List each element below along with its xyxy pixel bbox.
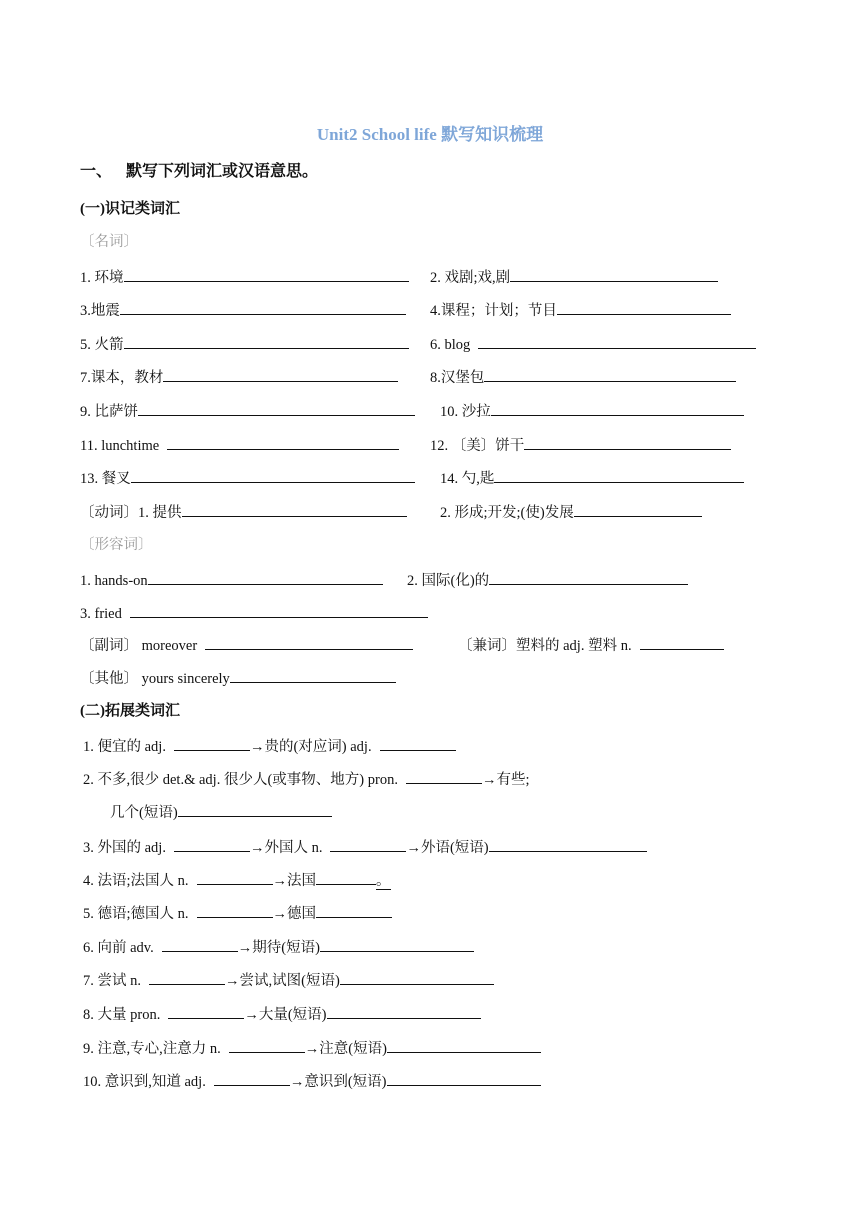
answer-blank[interactable] [316,902,392,918]
vocab-item-6 [430,333,756,355]
answer-blank[interactable] [387,1037,541,1053]
answer-blank[interactable] [148,569,383,585]
item-prompt: 7. 尝试 n. [83,973,141,989]
answer-blank[interactable] [316,869,376,885]
item-prompt: →期待(短语) [237,940,320,956]
subsection-heading-2: (二)拓展类词汇 [80,703,180,719]
answer-blank[interactable] [168,1003,244,1019]
item-prompt: 11. lunchtime [80,438,160,454]
answer-blank[interactable] [163,366,398,382]
item-prompt: 1. hands-on [80,573,148,589]
item-prompt: 2. 国际(化)的 [407,573,490,589]
answer-blank[interactable] [229,1037,305,1053]
answer-blank[interactable] [120,299,406,315]
answer-blank[interactable] [406,768,482,784]
item-prompt: 5. 火箭 [80,337,124,353]
section-number: 一、 [80,163,113,180]
item-prompt: 4. 法语;法国人 n. [83,873,189,889]
answer-blank[interactable] [640,634,724,650]
adj-item-3 [80,602,428,624]
adj-item-1 [80,569,383,591]
vocab-item-8 [430,366,736,388]
answer-blank[interactable] [327,1003,481,1019]
verb-item-2 [440,501,702,523]
vocab-item-9 [80,400,415,422]
extend-item-2 [83,768,529,790]
item-prompt: 1. 便宜的 adj. [83,739,166,755]
item-prompt: 3. fried [80,606,122,622]
item-prompt: 3.地震 [80,303,120,319]
item-prompt: 〔副词〕 moreover [80,638,198,654]
item-prompt: 9. 注意,专心,注意力 n. [83,1041,221,1057]
item-prompt: 8.汉堡包 [430,370,485,386]
item-prompt: →德国 [272,906,317,922]
item-prompt: →外语(短语) [406,840,489,856]
item-prompt: 10. 沙拉 [440,404,491,420]
answer-blank[interactable] [174,735,250,751]
item-prompt: →大量(短语) [244,1007,327,1023]
item-prompt: 〔兼词〕塑料的 adj. 塑料 n. [458,638,632,654]
item-prompt: 14. 勺,匙 [440,471,495,487]
item-prompt: 〔动词〕1. 提供 [80,505,182,521]
item-prompt: →外国人 n. [249,840,323,856]
item-prompt: 4.课程；计划；节目 [430,303,557,319]
adverb-item [80,634,413,656]
item-prompt: 5. 德语;德国人 n. [83,906,189,922]
answer-blank[interactable] [149,969,225,985]
item-prompt: 2. 不多,很少 det.& adj. 很少人(或事物、地方) pron. [83,772,398,788]
answer-blank[interactable] [138,400,415,416]
answer-blank[interactable] [330,836,406,852]
category-label-noun: 〔名词〕 [80,234,138,250]
extend-item-9 [83,1037,541,1059]
answer-blank[interactable] [484,366,736,382]
item-prompt: →贵的(对应词) adj. [249,739,372,755]
answer-blank[interactable] [387,1070,541,1086]
answer-blank[interactable] [510,266,718,282]
answer-blank[interactable] [320,936,474,952]
vocab-item-10 [440,400,744,422]
answer-blank[interactable] [557,299,731,315]
vocab-item-5 [80,333,409,355]
extend-item-5 [83,902,392,924]
answer-blank[interactable] [178,801,332,817]
answer-blank[interactable] [131,467,415,483]
answer-blank[interactable] [524,434,731,450]
item-prompt: →尝试,试图(短语) [225,973,340,989]
item-prompt: 3. 外国的 adj. [83,840,166,856]
answer-blank[interactable] [214,1070,290,1086]
extend-item-4 [83,869,391,891]
extend-item-2-cont [110,801,332,823]
item-prompt: →注意(短语) [304,1041,387,1057]
answer-blank[interactable] [124,333,409,349]
vocab-item-2 [430,266,718,288]
dual-class-item [458,634,724,656]
item-prompt: 8. 大量 pron. [83,1007,161,1023]
vocab-item-11 [80,434,399,456]
vocab-item-3 [80,299,406,321]
extend-item-1 [83,735,456,757]
item-prompt: 13. 餐叉 [80,471,131,487]
adj-item-2 [407,569,688,591]
item-prompt: →有些; [481,772,530,788]
answer-blank[interactable] [197,902,273,918]
item-prompt: 7.课本，教材 [80,370,164,386]
item-prompt: 6. 向前 adv. [83,940,154,956]
answer-blank[interactable] [205,634,413,650]
vocab-item-1 [80,266,409,288]
answer-blank[interactable] [182,501,407,517]
answer-blank[interactable] [167,434,399,450]
answer-blank[interactable] [478,333,756,349]
answer-blank[interactable] [130,602,428,618]
answer-blank[interactable] [574,501,702,517]
answer-blank[interactable] [491,400,744,416]
item-prompt: 〔其他〕 yours sincerely [80,671,230,687]
subsection-heading-1: (一)识记类词汇 [80,201,180,217]
extend-item-3 [83,836,647,858]
category-label-adjective: 〔形容词〕 [80,537,153,553]
answer-blank[interactable] [494,467,744,483]
vocab-item-12 [430,434,731,456]
answer-blank[interactable] [489,569,688,585]
item-prompt: 10. 意识到,知道 adj. [83,1074,206,1090]
extend-item-7 [83,969,494,991]
answer-blank[interactable] [380,735,456,751]
answer-blank[interactable] [489,836,647,852]
worksheet-title: Unit2 School life 默写知识梳理 [316,125,544,144]
item-prompt: 9. 比萨饼 [80,404,138,420]
item-prompt: →法国 [272,873,317,889]
vocab-item-4 [430,299,731,321]
verb-item-1 [80,501,407,523]
vocab-item-7 [80,366,398,388]
answer-blank[interactable] [230,667,396,683]
item-prompt: 。 [376,873,391,889]
item-prompt: →意识到(短语) [289,1074,387,1090]
answer-blank[interactable] [174,836,250,852]
extend-item-6 [83,936,474,958]
extend-item-10 [83,1070,541,1092]
answer-blank[interactable] [340,969,494,985]
item-prompt: 1. 环境 [80,270,124,286]
item-prompt: 12. 〔美〕饼干 [430,438,525,454]
vocab-item-14 [440,467,744,489]
answer-blank[interactable] [162,936,238,952]
answer-blank[interactable] [124,266,409,282]
item-prompt: 几个(短语) [110,805,178,821]
answer-blank[interactable] [197,869,273,885]
section-heading-1 [80,158,318,181]
section-instruction: 默写下列词汇或汉语意思。 [126,163,319,180]
extend-item-8 [83,1003,481,1025]
item-prompt: 2. 戏剧;戏,剧 [430,270,511,286]
other-item [80,667,396,689]
item-prompt: 6. blog [430,337,471,353]
item-prompt: 2. 形成;开发;(使)发展 [440,505,574,521]
vocab-item-13 [80,467,415,489]
